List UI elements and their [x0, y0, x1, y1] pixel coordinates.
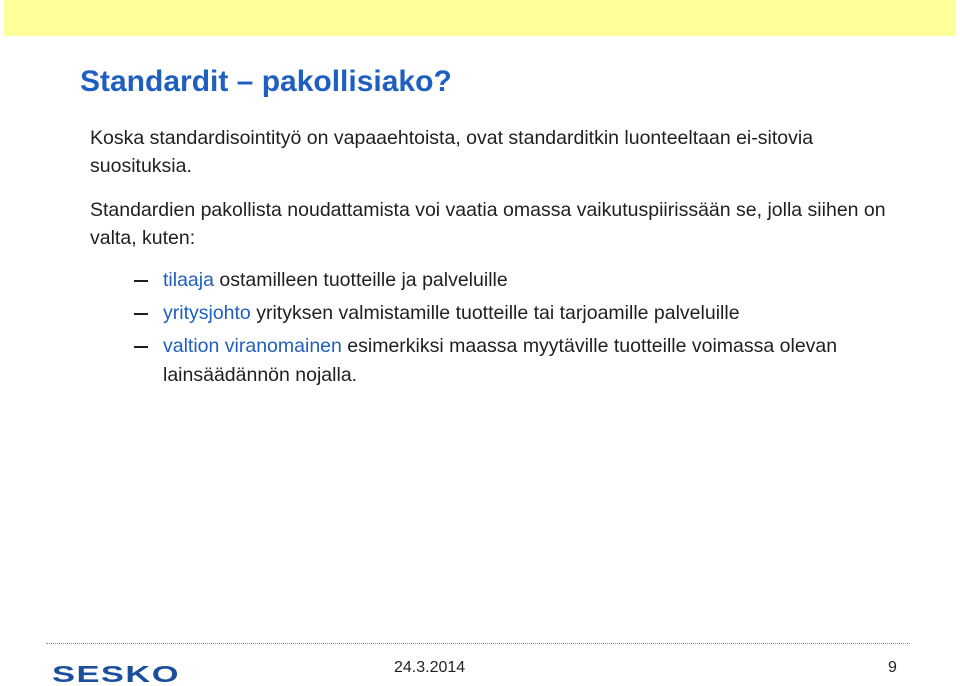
- paragraph-mandatory: Standardien pakollista noudattamista voi vaatia omassa vaikutuspiirissään se, jolla siihen on valta, kuten:: [90, 199, 886, 249]
- list-item: [134, 266, 924, 295]
- slide-title: Standardit – pakollisiako?: [80, 65, 452, 98]
- bullet-highlight: tilaaja: [163, 269, 214, 291]
- bullet-highlight: yritysjohto: [163, 302, 251, 324]
- footer-divider: [46, 643, 910, 644]
- list-item: [134, 332, 924, 390]
- bullet-highlight: valtion viranomainen: [163, 335, 342, 357]
- dash-bullet-icon: [134, 346, 148, 348]
- bullet-text: ostamilleen tuotteille ja palveluille: [213, 269, 508, 291]
- page-number: 9: [888, 659, 897, 676]
- sesko-logo: [52, 664, 182, 684]
- bullet-text: yrityksen valmistamille tuotteille tai tarjoamille palveluille: [250, 302, 740, 324]
- list-item: [134, 299, 924, 328]
- paragraph-voluntary: Koska standardisointityö on vapaaehtoista, ovat standarditkin luonteeltaan ei-sitovia suosituksia.: [90, 127, 814, 177]
- header-band: [4, 0, 956, 36]
- bullet-list: [134, 266, 924, 394]
- dash-bullet-icon: [134, 313, 148, 315]
- footer-date: 24.3.2014: [394, 659, 466, 676]
- dash-bullet-icon: [134, 280, 148, 282]
- bullet-text: esimerkiksi maassa myytäville tuotteille voimassa olevan lainsäädännön nojalla.: [163, 335, 838, 386]
- logo-text: SESKO: [52, 664, 180, 684]
